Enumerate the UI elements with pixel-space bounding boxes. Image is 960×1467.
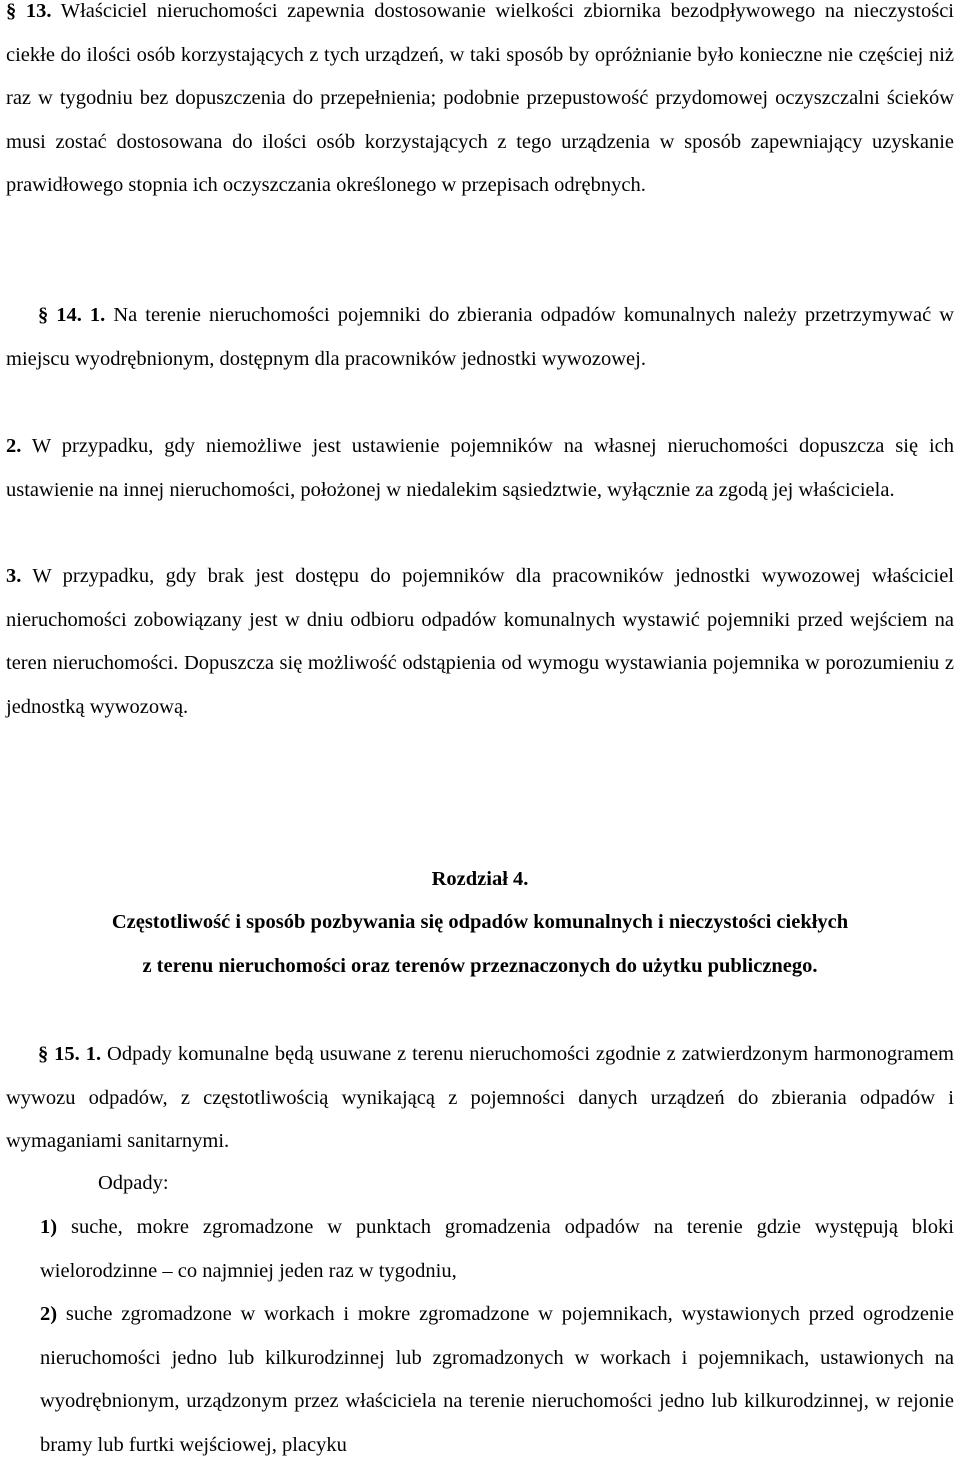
chapter-title-line-2: z terenu nieruchomości oraz terenów przeznaczonych do użytku publicznego. (142, 955, 818, 977)
paragraph-15-1 (6, 1033, 954, 1164)
list-item (40, 1293, 954, 1467)
paragraph-text: Na terenie nieruchomości pojemniki do zbierania odpadów komunalnych należy przetrzymywać w miejscu wyodrębnionym, dostępnym dla pracowników jednostki wywozowej. (6, 304, 955, 370)
paragraph-text: Właściciel nieruchomości zapewnia dostosowanie wielkości zbiornika bezodpływowego na nieczystości ciekłe do ilości osób korzystających z tych urządzeń, w taki sposób by opróżnianie było konieczne nie częściej niż raz w tygodniu bez dopuszczenia do przepełnienia; podobnie przepustowość przydomowej oczyszczalni ścieków musi zostać dostosowana do ilości osób korzystających z tego urządzenia w sposób zapewniający uzyskanie prawidłowego stopnia ich oczyszczania określonego w przepisach odrębnych. (6, 0, 954, 197)
chapter-title-line-1: Częstotliwość i sposób pozbywania się odpadów komunalnych i nieczystości ciekłych (111, 911, 849, 933)
paragraph-text: Odpady komunalne będą usuwane z terenu nieruchomości zgodnie z zatwierdzonym harmonogramem wywozu odpadów, z częstotliwością wynikającą z pojemności danych urządzeń do zbierania odpadów i wymaganiami sanitarnymi. (6, 1043, 955, 1153)
list-item (40, 1206, 954, 1293)
paragraph-number: 3. (6, 565, 22, 587)
paragraph-number: § 14. 1. (38, 304, 106, 326)
paragraph-14-2 (6, 425, 954, 512)
paragraph-14-3 (6, 555, 954, 729)
paragraph-14-1 (6, 294, 954, 381)
chapter-label: Rozdział 4. (431, 868, 529, 890)
paragraph-13 (6, 0, 954, 208)
list-item-number: 1) (40, 1216, 58, 1238)
odpady-label: Odpady: (98, 1172, 169, 1194)
paragraph-number: § 15. 1. (38, 1043, 102, 1065)
list-item-text: suche zgromadzone w workach i mokre zgromadzone w pojemnikach, wystawionych przed ogrodzenie nieruchomości jedno lub kilkurodzinnej lub zgromadzonych w workach i pojemnikach, ustawionych na wyodrębnionym, urządzonym przez właściciela na terenie nieruchomości jedno lub kilkurodzinnej, w rejonie bramy lub furtki wejściowej, placyku (40, 1303, 955, 1456)
list-item-text: suche, mokre zgromadzone w punktach gromadzenia odpadów na terenie gdzie występują bloki wielorodzinne – co najmniej jeden raz w tygodniu, (40, 1216, 955, 1282)
list-item-number: 2) (40, 1303, 58, 1325)
paragraph-number: 2. (6, 435, 22, 457)
paragraph-number: § 13. (6, 0, 52, 22)
paragraph-text: W przypadku, gdy brak jest dostępu do pojemników dla pracowników jednostki wywozowej właściciel nieruchomości zobowiązany jest w dniu odbioru odpadów komunalnych wystawić pojemniki przed wejściem na teren nieruchomości. Dopuszcza się możliwość odstąpienia od wymogu wystawiania pojemnika w porozumieniu z jednostką wywozową. (6, 565, 954, 718)
paragraph-text: W przypadku, gdy niemożliwe jest ustawienie pojemników na własnej nieruchomości dopuszcza się ich ustawienie na innej nieruchomości, położonej w niedalekim sąsiedztwie, wyłącznie za zgodą jej właściciela. (6, 435, 954, 501)
